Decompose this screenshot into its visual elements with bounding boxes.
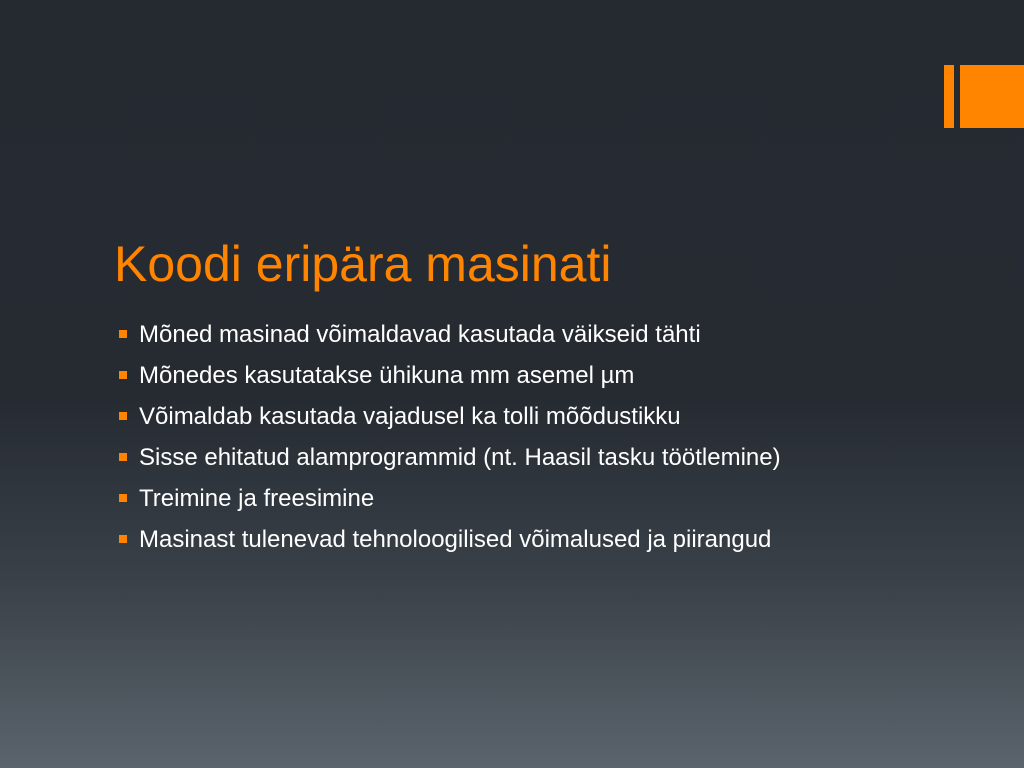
logo-block <box>960 65 1024 128</box>
square-bullet-icon <box>119 453 127 461</box>
bullet-item <box>118 437 781 478</box>
logo-bar <box>944 65 954 128</box>
bullet-text: Mõnedes kasutatakse ühikuna mm asemel µm <box>139 362 635 389</box>
slide-title: Koodi eripära masinati <box>114 236 612 292</box>
bullet-text: Mõned masinad võimaldavad kasutada väikseid tähti <box>139 321 701 348</box>
bullet-item <box>118 478 781 519</box>
bullet-item <box>118 396 781 437</box>
bullet-item <box>118 519 781 560</box>
bullet-item <box>118 314 781 355</box>
square-bullet-icon <box>119 412 127 420</box>
bracket-logo-icon <box>944 65 1024 128</box>
bullet-text: Masinast tulenevad tehnoloogilised võimalused ja piirangud <box>139 526 772 553</box>
square-bullet-icon <box>119 330 127 338</box>
square-bullet-icon <box>119 494 127 502</box>
bullet-item <box>118 355 781 396</box>
square-bullet-icon <box>119 535 127 543</box>
bullet-text: Treimine ja freesimine <box>139 485 375 512</box>
bullet-text: Võimaldab kasutada vajadusel ka tolli mõõdustikku <box>139 403 681 430</box>
bullet-text: Sisse ehitatud alamprogrammid (nt. Haasil tasku töötlemine) <box>139 444 781 471</box>
bullet-list <box>118 314 781 560</box>
square-bullet-icon <box>119 371 127 379</box>
